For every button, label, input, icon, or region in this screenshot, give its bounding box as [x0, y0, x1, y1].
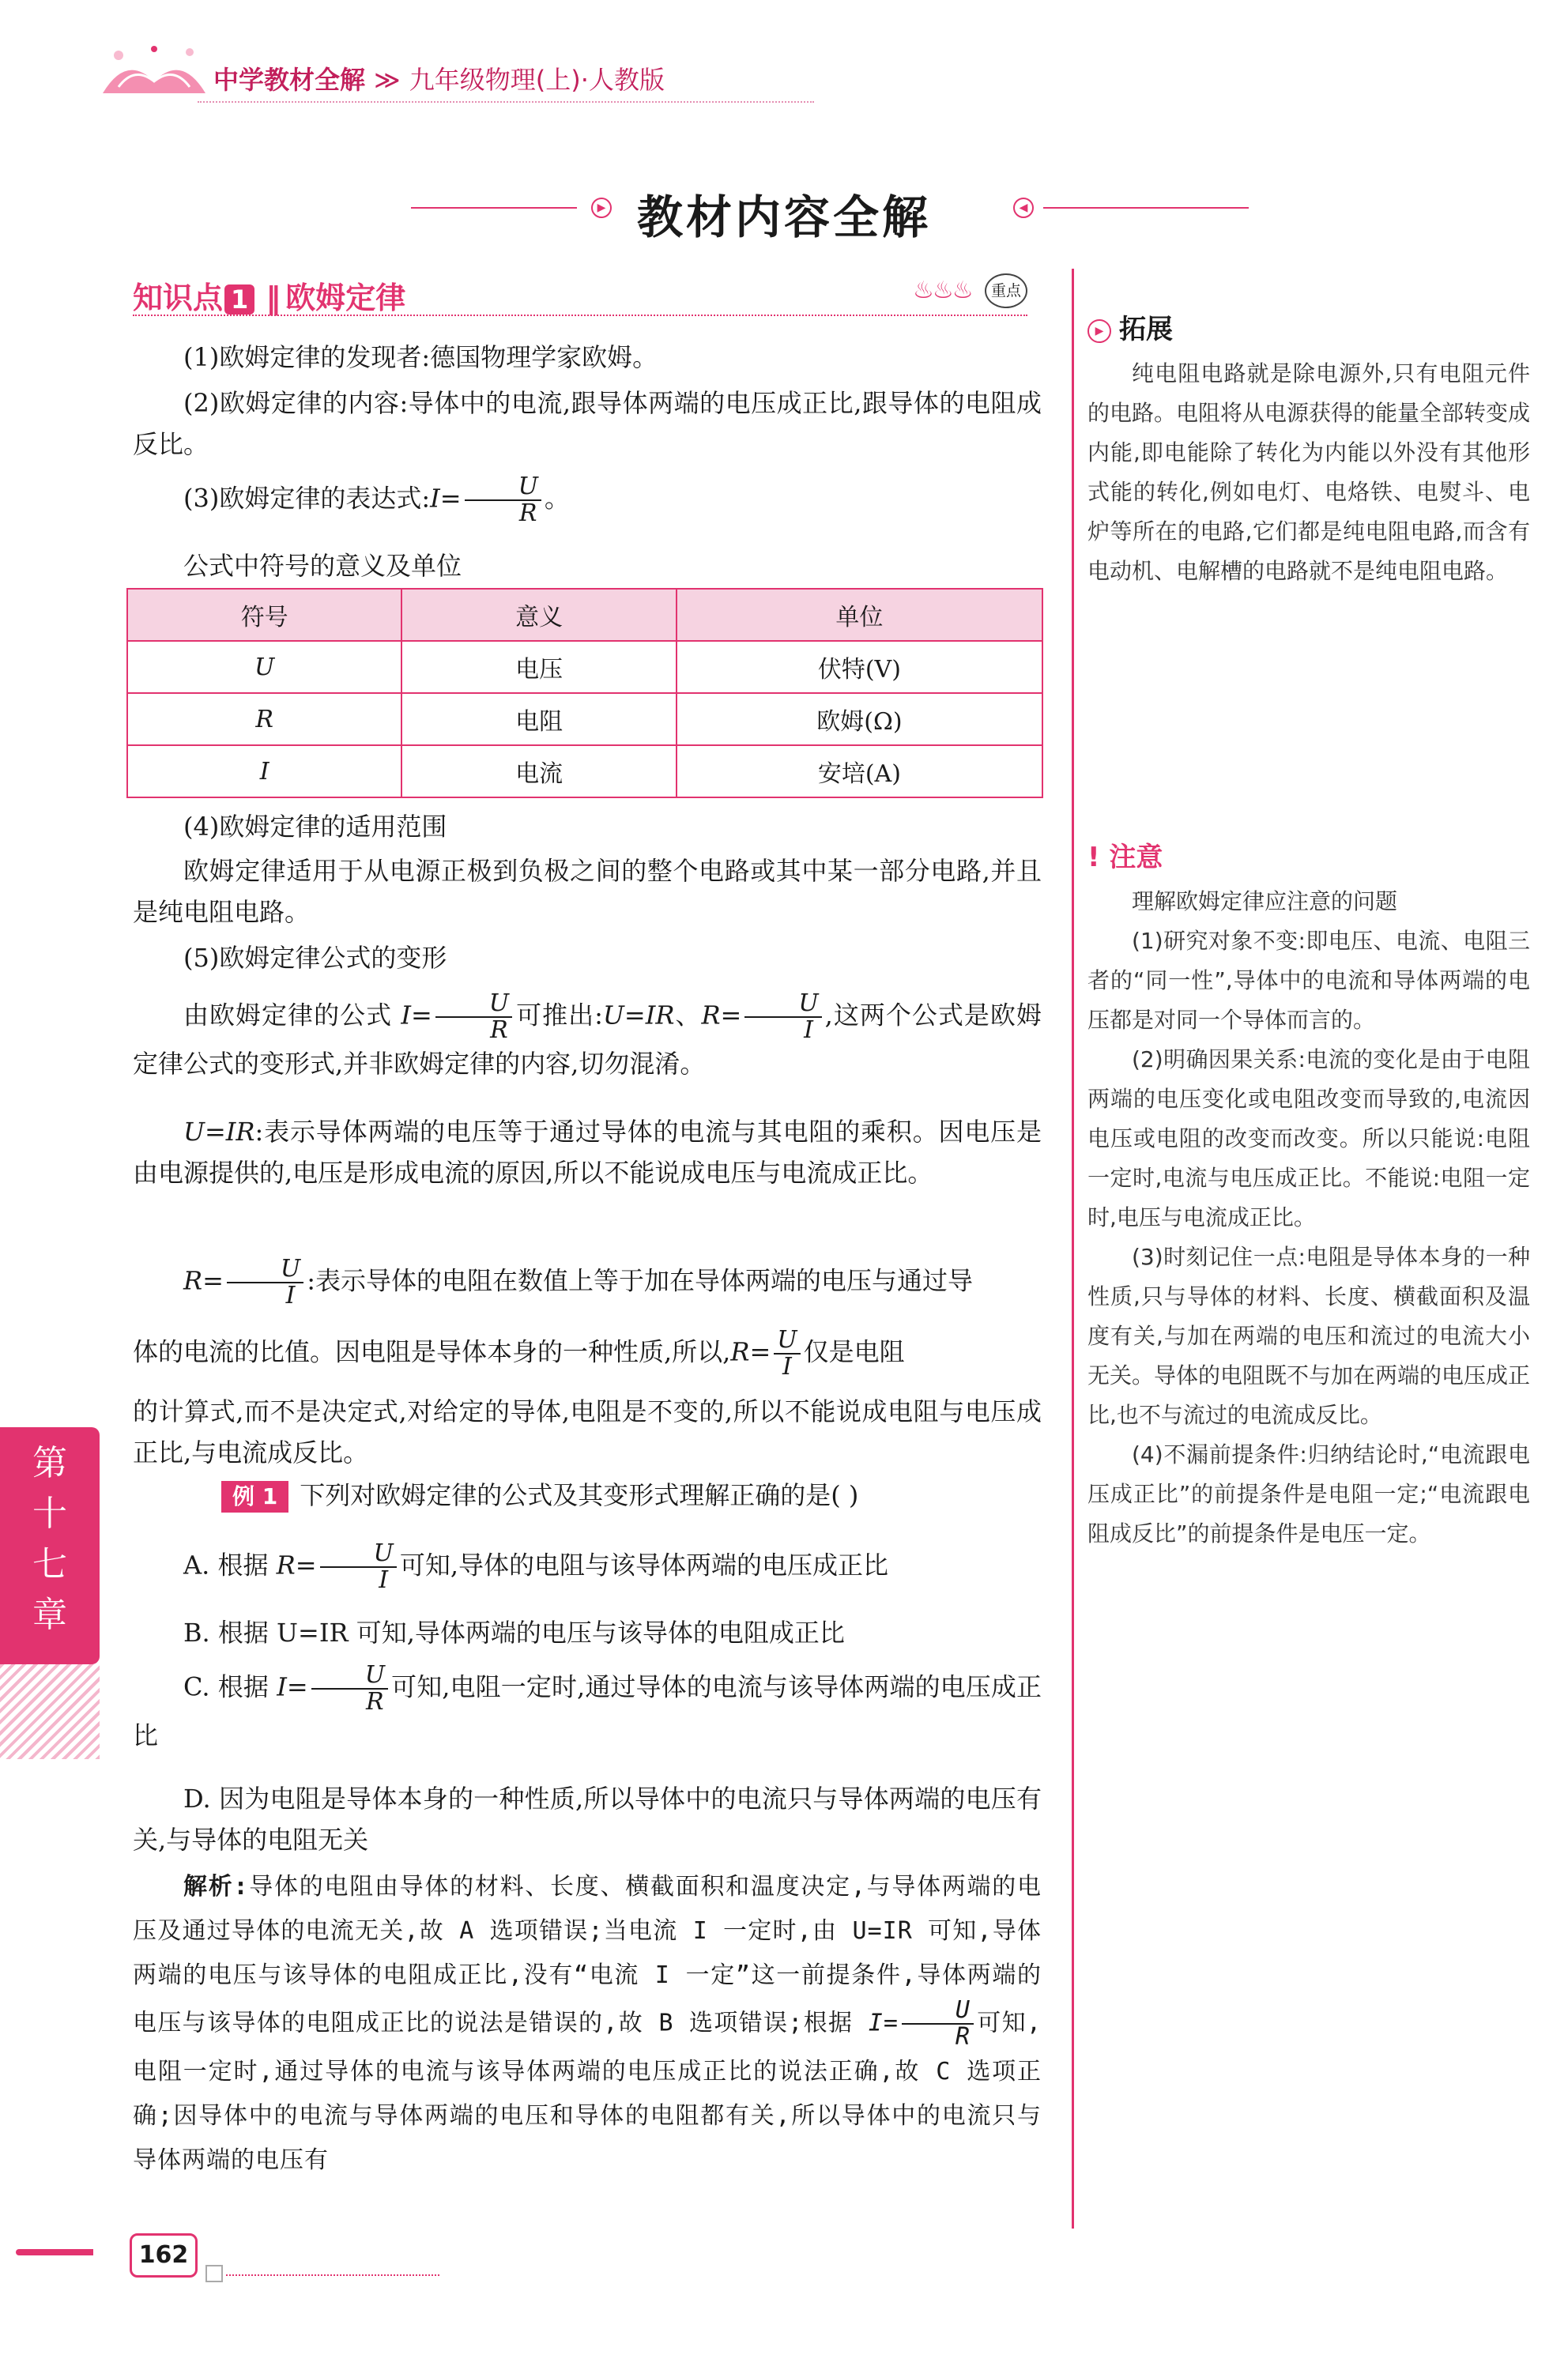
eq-sign: =	[439, 483, 462, 514]
table-cell: 欧姆(Ω)	[677, 693, 1042, 745]
kp-underline	[133, 315, 1027, 316]
table-cell: 伏特(V)	[677, 641, 1042, 693]
option-A: A. 根据 R= $\frac{U}{I}$ 可知,导体的电阻与该导体两端的电压成正比	[183, 1539, 889, 1594]
chapter-char: 第	[32, 1443, 67, 1483]
table-cell: U	[127, 641, 401, 693]
note-box	[1087, 838, 1530, 1554]
table-row	[127, 641, 1042, 693]
table-header-cell: 单位	[677, 589, 1042, 641]
expand-text: 纯电阻电路就是除电源外,只有电阻元件的电路。电阻将从电源获得的能量全部转变成内能,即电能除了转化为内能以外没有其他形式能的转化,例如电灯、电烙铁、电熨斗、电炉等所在的电路,它们都是纯电阻电路,而含有电动机、电解槽的电路就不是纯电阻电路。	[1087, 360, 1531, 584]
page-number: 162	[130, 2233, 198, 2278]
page-dots	[16, 2249, 126, 2255]
chapter-tab	[0, 1427, 100, 1664]
table-cell: 电阻	[401, 693, 676, 745]
fraction-U-over-I: $\frac{U}{I}$	[320, 1541, 397, 1593]
para-scope: 欧姆定律适用于从电源正极到负极之间的整个电路或其中某一部分电路,并且是纯电阻电路。	[133, 856, 1042, 927]
analysis-label: 解析:	[183, 1873, 249, 1901]
header-book: 中学教材全解	[213, 65, 366, 95]
kp-number: 1	[224, 284, 254, 315]
fraction-U-over-R: $\frac{U}{R}$	[311, 1663, 388, 1715]
chapter-tab-stripes	[0, 1664, 100, 1759]
example-tag: 例 1	[221, 1481, 288, 1513]
fraction-U-over-I: $\frac{U}{I}$	[744, 991, 821, 1043]
note-item: (2)明确因果关系:电流的变化是由于电阻两端的电压变化或电阻改变而导致的,电流因电压或电阻的改变而改变。所以只能说:电阻一定时,电流与电压成正比。不能说:电阻一定时,电压与电流成正比。	[1087, 1046, 1530, 1230]
analysis-text: 解析:导体的电阻由导体的材料、长度、横截面积和温度决定,与导体两端的电压及通过导体的电流无关,故 A 选项错误;当电流 I 一定时,由 U=IR 可知,导体两端的电压与该导体的电阻成正比,没有“电流 I 一定”这一前提条件,导体两端的电压与该导体的电阻成正比的说法是错误的,故 B 选项错误;根据 I= $\frac{U}{R}$ 可知,电阻一定时,通过导体的电流与该导体两端的电压成正比的说法正确,故 C 选项正确;因导体中的电流与导体两端的电压和导体的电阻都有关,所以导体中的电流只与导体两端的电压有	[133, 1873, 1042, 2174]
var-I: I	[430, 483, 440, 514]
example-question: 例 1 下列对欧姆定律的公式及其变形式理解正确的是( )	[221, 1475, 1042, 1516]
para-table-caption: 公式中符号的意义及单位	[183, 551, 462, 581]
expand-box	[1087, 310, 1530, 591]
para-content: (2)欧姆定律的内容:导体中的电流,跟导体两端的电压成正比,跟导体的电阻成反比。	[133, 388, 1042, 459]
header-rule	[198, 101, 814, 103]
chapter-char: 十	[32, 1494, 67, 1534]
arrow-right-icon: ▶	[591, 198, 612, 218]
running-header	[213, 60, 665, 96]
para-variant-title: (5)欧姆定律公式的变形	[183, 943, 447, 973]
table-header-row	[127, 589, 1042, 641]
para-discoverer: (1)欧姆定律的发现者:德国物理学家欧姆。	[183, 342, 658, 372]
expression-label: (3)欧姆定律的表达式:	[183, 483, 431, 514]
fraction-U-over-R: $\frac{U}{R}$	[465, 474, 541, 526]
footer-rule	[226, 2274, 439, 2276]
para-R-formula: 的计算式,而不是决定式,对给定的导体,电阻是不变的,所以不能说成电阻与电压成正比,与电流成反比。	[133, 1396, 1042, 1468]
arrow-left-icon: ◀	[1013, 198, 1034, 218]
header-subject: 九年级物理(上)·人教版	[409, 65, 665, 95]
table-cell: R	[127, 693, 401, 745]
section-title: 教材内容全解	[636, 190, 931, 244]
table-row	[127, 693, 1042, 745]
note-item: (3)时刻记住一点:电阻是导体本身的一种性质,只与导体的材料、长度、横截面积及温度有关,与加在两端的电压和流过的电流大小无关。导体的电阻既不与加在两端的电压成正比,也不与流过的电流成反比。	[1087, 1244, 1531, 1428]
chapter-char: 章	[32, 1595, 67, 1635]
fraction-U-over-R: $\frac{U}{R}$	[902, 1998, 974, 2050]
para-R-UI: R= $\frac{U}{I}$ :表示导体的电阻在数值上等于加在导体两端的电压与通过导	[183, 1255, 973, 1309]
difficulty-flames-icon: ♨♨♨	[913, 277, 972, 304]
kp-title: 欧姆定律	[285, 281, 406, 315]
table-cell: I	[127, 745, 401, 797]
table-cell: 安培(A)	[677, 745, 1042, 797]
kp-separator: ‖	[266, 281, 281, 315]
table-header-cell: 意义	[401, 589, 676, 641]
para-scope-title: (4)欧姆定律的适用范围	[183, 812, 447, 842]
para-variant: 由欧姆定律的公式 I= $\frac{U}{R}$ 可推出:U=IR、R= $\frac{U}{I}$ ,这两个公式是欧姆定律公式的变形式,并非欧姆定律的内容,切勿混淆。	[133, 989, 1042, 1079]
table-cell: 电流	[401, 745, 676, 797]
option-C: C. 根据 I= $\frac{U}{R}$ 可知,电阻一定时,通过导体的电流与该导体两端的电压成正比	[133, 1661, 1042, 1750]
table-header-cell: 符号	[127, 589, 401, 641]
table-cell: 电压	[401, 641, 676, 693]
option-B: B. 根据 U=IR 可知,导体两端的电压与该导体的电阻成正比	[183, 1618, 845, 1648]
para-U-IR: U=IR:表示导体两端的电压等于通过导体的电流与其电阻的乘积。因电压是由电源提供的,电压是形成电流的原因,所以不能说成电压与电流成正比。	[133, 1117, 1042, 1188]
fraction-U-over-I: $\frac{U}{I}$	[227, 1257, 303, 1309]
table-row	[127, 745, 1042, 797]
para-expression: (3)欧姆定律的表达式:I= $\frac{U}{R}$ 。	[183, 473, 570, 527]
kp-label: 知识点	[133, 281, 224, 315]
fraction-U-over-I: $\frac{U}{I}$	[774, 1328, 800, 1380]
header-arrows: ≫	[374, 65, 401, 95]
para-R-property: 体的电流的比值。因电阻是导体本身的一种性质,所以,R= $\frac{U}{I}$ 仅是电阻	[133, 1326, 905, 1381]
play-icon: ▶	[1087, 319, 1111, 343]
note-heading: ! 注意	[1087, 842, 1163, 873]
key-point-badge: 重点	[985, 273, 1027, 308]
option-D: D. 因为电阻是导体本身的一种性质,所以导体中的电流只与导体两端的电压有关,与导体的电阻无关	[133, 1784, 1042, 1855]
note-subtitle: 理解欧姆定律应注意的问题	[1132, 888, 1398, 914]
book-logo-icon	[95, 38, 213, 109]
sidebar-rule	[1072, 269, 1074, 2229]
note-item: (1)研究对象不变:即电压、电流、电阻三者的“同一性”,导体中的电流和导体两端的电压都是对同一个导体而言的。	[1087, 928, 1530, 1033]
square-icon	[205, 2265, 223, 2282]
note-item: (4)不漏前提条件:归纳结论时,“电流跟电压成正比”的前提条件是电阻一定;“电流跟电阻成反比”的前提条件是电压一定。	[1087, 1441, 1530, 1547]
expand-heading: ▶ 拓展	[1087, 310, 1530, 349]
knowledge-point-heading	[133, 273, 405, 317]
chapter-char: 七	[32, 1544, 67, 1584]
symbol-table	[126, 588, 1043, 798]
fraction-U-over-R: $\frac{U}{R}$	[435, 991, 512, 1043]
